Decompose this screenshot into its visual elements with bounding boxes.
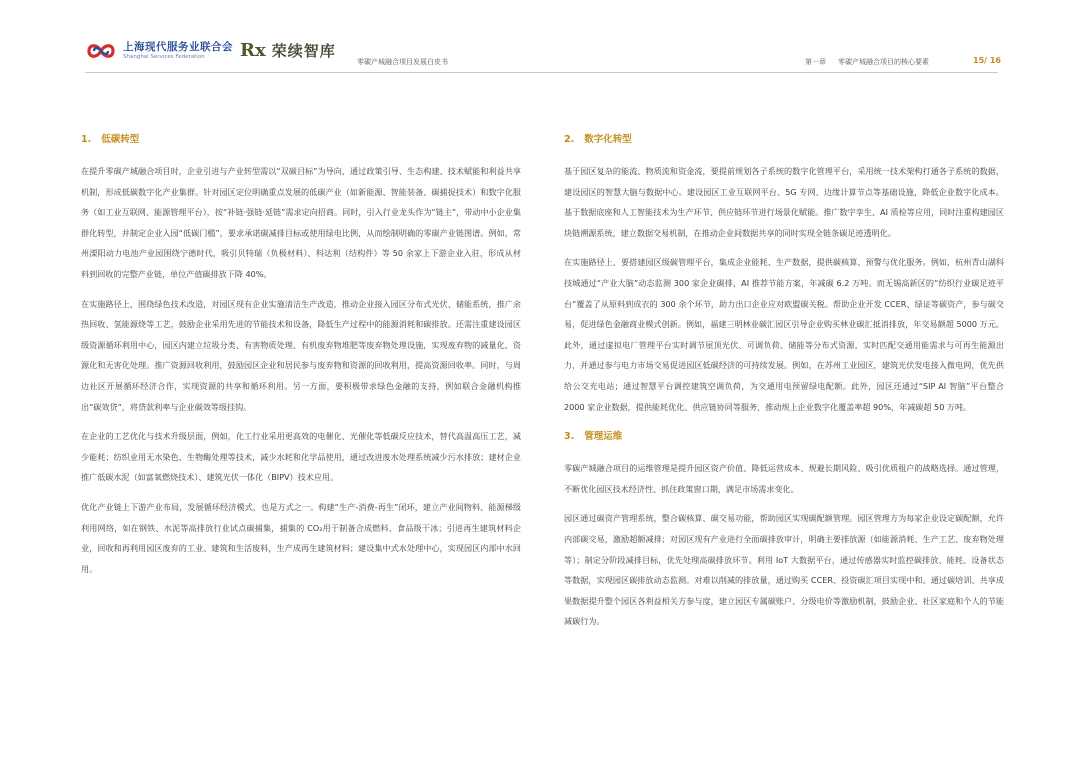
paragraph: 优化产业链上下游产业布局，发展循环经济模式，也是方式之一。构建“生产-消费-再生”闭环，建立产业间物料、能源梯级利用网络，如在钢铁、水泥等高排放行业试点碳捕集，捕集的 CO₂用于制备合成燃料、食品级干冰；引进再生建筑材料企业，回收和再利用园区废弃的工业、建筑和生活废料，生产成再生建筑材料；建设集中式水处理中心，实现园区内部中水回用。 — [81, 501, 521, 574]
section-title: 低碳转型 — [101, 134, 140, 145]
org-name: 上海现代服务业联合会 — [123, 41, 233, 53]
section-heading — [564, 133, 1004, 147]
header-divider — [85, 72, 998, 73]
paragraph: 园区通过碳资产管理系统，整合碳核算、碳交易功能，帮助园区实现碳配额管理。园区管理方为每家企业设定碳配额，允许内部碳交易，激励超额减排；对园区现有产业进行全面碳排放审计，明确主要排放源（如能源消耗、生产工艺、废弃物处理等）；制定分阶段减排目标，优先处理高碳排放环节。利用 IoT 大数据平台，通过传感器实时监控碳排放、能耗、设备状态等数据，实现园区碳排放动态监测。对难以削减的排放量，通过购买 CCER、投资碳汇项目实现中和。通过碳培训、共享成果数据提升整个园区各利益相关方参与度，建立园区专属碳账户、分级电价等激励机制，鼓励企业、社区家庭和个人的节能减碳行为。 — [564, 513, 1004, 627]
section-number: 1. — [81, 134, 92, 145]
section-number: 2. — [564, 134, 575, 145]
document-title: 零碳产城融合项目发展白皮书 — [357, 58, 448, 66]
brand-name: 荣续智库 — [271, 42, 336, 60]
section-heading — [81, 133, 521, 147]
section-title: 数字化转型 — [584, 134, 632, 145]
paragraph: 在企业的工艺优化与技术升级层面，例如，化工行业采用更高效的电催化、光催化等低碳反应技术，替代高温高压工艺，减少能耗；纺织业用无水染色、生物酶处理等技术，减少水耗和化学品使用，通过改进废水处理系统减少污水排放；建材企业推广低碳水泥（如富氧燃烧技术）、建筑光伏一体化（BIPV）技术应用。 — [81, 431, 521, 483]
right-column — [564, 133, 1004, 641]
section-number: 3. — [564, 431, 575, 443]
chapter-label — [805, 57, 941, 67]
chapter-title: 零碳产城融合项目的核心要素 — [838, 58, 929, 66]
paragraph: 在实施路径上，围绕绿色技术改造，对园区现有企业实施清洁生产改造，推动企业接入园区分布式光伏、储能系统，推广余热回收、氢能源烧等工艺，鼓励企业采用先进的节能技术和设备，降低生产过程中的能源消耗和碳排放。还需注重建设园区级资源循环利用中心，园区内建立垃圾分类、有害物质处理、有机废弃物堆肥等废弃物处理设施，实现废弃物的减量化、资源化和无害化处理。推广资源回收利用，鼓励园区企业和居民参与废弃物和资源的回收利用，提高资源回收率。同时，与周边社区开展循环经济合作，实现资源的共享和循环利用。另一方面，要积极带求绿色金融的支持，例如联合金融机构推出“碳效贷”，将贷款利率与企业碳效等级挂钩。 — [81, 298, 521, 412]
page-header — [0, 0, 1080, 80]
paragraph: 零碳产城融合项目的运维管理是提升园区资产价值、降低运营成本、规避长期风险、吸引优质租户的战略选择。通过管理，不断优化园区技术经济性、抓住政策窗口期，满足市场需求变化。 — [564, 463, 1004, 494]
paragraph: 在实施路径上，要搭建园区级碳管理平台，集成企业能耗、生产数据，提供碳核算、预警与优化服务。例如，杭州青山湖科技城通过“产业大脑”动态监测 300 家企业碳排，AI 推荐节能方案，年减碳 6.2 万吨。而无锡高新区的“纺织行业碳足迹平台”覆盖了从原料到成衣的 300 余个环节，助力出口企业应对欧盟碳关税。帮助企业开发 CCER、绿证等碳资产，参与碳交易，促进绿色金融商业模式创新。例如，福建三明林业碳汇园区引导企业购买林业碳汇抵消排放，年交易额超 5000 万元。此外，通过虚拟电厂管理平台实时调节屋顶光伏、可调负荷、储能等分布式资源，实时匹配交通用能需求与可再生能源出力，并通过参与电力市场交易促进园区低碳经济的可持续发展。例如，在苏州工业园区，建筑光伏发电接入微电网，优先供给公交充电站；通过智慧平台调控建筑空调负荷，为交通用电预留绿电配额。此外，园区还通过“SIP AI 智脑”平台整合 2000 家企业数据，提供能耗优化、供应链协同等服务，推动规上企业数字化覆盖率超 90%，年减碳超 50 万吨。 — [564, 257, 1004, 412]
org-logo-mark-icon — [85, 40, 117, 62]
left-column — [81, 133, 521, 588]
paragraph: 基于园区复杂的能流、物质流和资金流，要提前规划各子系统的数字化管理平台，采用统一技术架构打通各子系统的数据，建设园区的智慧大脑与数据中心。建设园区工业互联网平台、5G 专网、边缘计算节点等基础设施，降低企业数字化成本。基于数据底座和人工智能技术为生产环节、供应链环节进行场景化赋能。推广数字孪生、AI 质检等应用，同时注重构建园区块链溯源系统，建立数据交易机制，在推动企业间数据共享的同时实现全链条碳足迹透明化。 — [564, 166, 1004, 238]
page-number: 15/ 16 — [973, 56, 1001, 65]
org-name-en: Shanghai Services Federation — [123, 54, 205, 60]
section-heading — [564, 430, 1004, 444]
paragraph: 在提升零碳产城融合项目时，企业引进与产业转型需以“双碳目标”为导向，通过政策引导、生态构建、技术赋能和利益共享机制，形成低碳数字化产业集群。针对园区定位明确重点发展的低碳产业（如新能源、智能装备、碳捕捉技术）和数字化服务（如工业互联网、能源管理平台），按“补链·强链·延链”需求定向招商。同时，引入行业龙头作为“链主”，带动中小企业集群化转型，并制定企业入园“低碳门槛”，要求承诺碳减排目标或使用绿电比例，从而绘制明确的零碳产业链图谱。例如，常州溧阳动力电池产业园围绕宁德时代，吸引贝特瑞（负极材料）、科达利（结构件）等 50 余家上下游企业入驻，形成从材料到回收的完整产业链，单位产值碳排放下降 40%。 — [81, 166, 521, 279]
chapter-number: 第一章 — [805, 58, 826, 66]
org-logo — [85, 40, 233, 62]
brand-mark: Rx — [240, 40, 266, 61]
section-title: 管理运维 — [584, 431, 623, 443]
brand-logo — [240, 40, 336, 61]
